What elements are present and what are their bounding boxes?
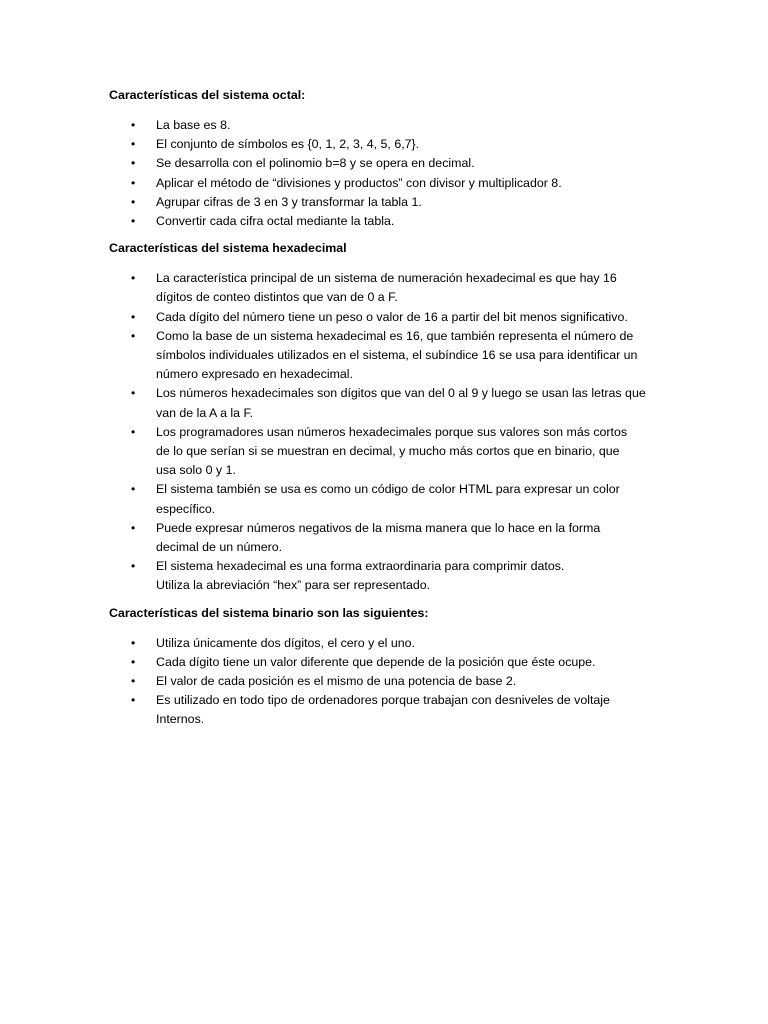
bullet-icon: •	[131, 559, 136, 574]
list-item	[109, 423, 661, 481]
list-item	[109, 154, 661, 173]
list-item-text: específico.	[156, 501, 216, 516]
list-item-text: El sistema hexadecimal es una forma extraordinaria para comprimir datos.	[156, 559, 565, 574]
bullet-icon: •	[131, 635, 136, 650]
list-item	[109, 193, 661, 212]
hexadecimal-bullet-list	[109, 269, 661, 595]
bullet-icon: •	[131, 482, 136, 497]
list-item-text: dígitos de conteo distintos que van de 0 a F.	[156, 290, 398, 305]
list-item-text: Aplicar el método de “divisiones y productos” con divisor y multiplicador 8.	[156, 175, 562, 190]
octal-bullet-list	[109, 116, 661, 231]
list-item-text: El sistema también se usa es como un código de color HTML para expresar un color	[156, 482, 620, 497]
list-item-text: Como la base de un sistema hexadecimal es 16, que también representa el número de	[156, 328, 634, 343]
section-title-octal: Características del sistema octal:	[109, 88, 306, 102]
bullet-icon: •	[131, 693, 136, 708]
bullet-icon: •	[131, 271, 136, 286]
list-item-text: Utiliza únicamente dos dígitos, el cero y el uno.	[156, 635, 415, 650]
list-item-text: Utiliza la abreviación “hex” para ser representado.	[156, 578, 431, 593]
list-item-text: Los números hexadecimales son dígitos que van del 0 al 9 y luego se usan las letras que	[156, 386, 646, 401]
list-item	[109, 557, 661, 595]
list-item-text: Internos.	[156, 712, 205, 727]
bullet-icon: •	[131, 214, 136, 229]
list-item-text: número expresado en hexadecimal.	[156, 367, 353, 382]
document-page	[109, 86, 661, 730]
list-item	[109, 116, 661, 135]
list-item-text: La característica principal de un sistema de numeración hexadecimal es que hay 16	[156, 271, 617, 286]
bullet-icon: •	[131, 674, 136, 689]
list-item-text: Los programadores usan números hexadecimales porque sus valores son más cortos	[156, 424, 628, 439]
list-item-text: Convertir cada cifra octal mediante la tabla.	[156, 214, 395, 229]
list-item	[109, 135, 661, 154]
list-item	[109, 174, 661, 193]
list-item-text: van de la A a la F.	[156, 405, 254, 420]
bullet-icon: •	[131, 194, 136, 209]
list-item-text: La base es 8.	[156, 118, 231, 132]
bullet-icon: •	[131, 520, 136, 535]
list-item-text: Agrupar cifras de 3 en 3 y transformar la tabla 1.	[156, 194, 422, 209]
bullet-icon: •	[131, 118, 136, 132]
bullet-icon: •	[131, 386, 136, 401]
list-item	[109, 634, 661, 653]
bullet-icon: •	[131, 309, 136, 324]
list-item-text: El conjunto de símbolos es {0, 1, 2, 3, 4, 5, 6,7}.	[156, 137, 420, 152]
binary-bullet-list	[109, 634, 661, 730]
list-item	[109, 672, 661, 691]
list-item-text: Cada dígito tiene un valor diferente que depende de la posición que éste ocupe.	[156, 654, 596, 669]
list-item	[109, 384, 661, 422]
list-item-text: Es utilizado en todo tipo de ordenadores porque trabajan con desniveles de voltaje	[156, 693, 610, 708]
list-item-text: usa solo 0 y 1.	[156, 463, 236, 478]
list-item-text: Cada dígito del número tiene un peso o valor de 16 a partir del bit menos significativo.	[156, 309, 628, 324]
list-item	[109, 653, 661, 672]
list-item	[109, 327, 661, 385]
list-item-text: decimal de un número.	[156, 540, 283, 555]
bullet-icon: •	[131, 328, 136, 343]
list-item-text: símbolos individuales utilizados en el sistema, el subíndice 16 se usa para identificar un	[156, 348, 638, 363]
list-item-text: Puede expresar números negativos de la misma manera que lo hace en la forma	[156, 520, 601, 535]
bullet-icon: •	[131, 424, 136, 439]
section-title-hexadecimal: Características del sistema hexadecimal	[109, 241, 347, 256]
bullet-icon: •	[131, 137, 136, 152]
list-item	[109, 212, 661, 231]
list-item	[109, 269, 661, 307]
bullet-icon: •	[131, 175, 136, 190]
list-item	[109, 519, 661, 557]
list-item	[109, 480, 661, 518]
section-title-binary: Características del sistema binario son las siguientes:	[109, 605, 429, 620]
list-item-text: de lo que serían si se muestran en decimal, y mucho más cortos que en binario, que	[156, 444, 620, 459]
bullet-icon: •	[131, 654, 136, 669]
bullet-icon: •	[131, 156, 136, 171]
list-item	[109, 308, 661, 327]
list-item	[109, 691, 661, 729]
list-item-text: Se desarrolla con el polinomio b=8 y se opera en decimal.	[156, 156, 475, 171]
list-item-text: El valor de cada posición es el mismo de una potencia de base 2.	[156, 674, 517, 689]
